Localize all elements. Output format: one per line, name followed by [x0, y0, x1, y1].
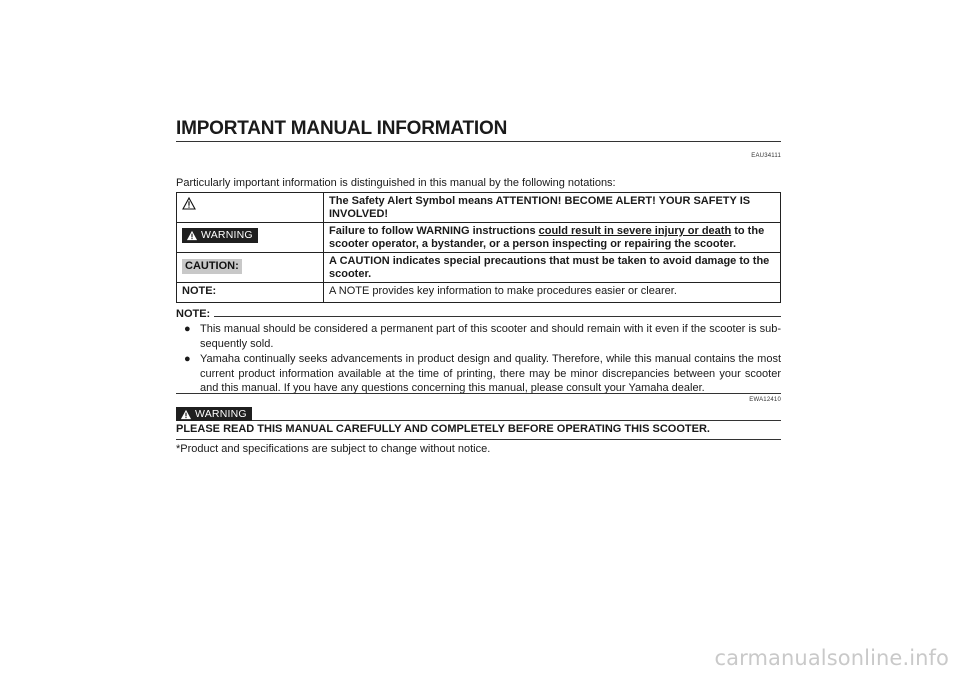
warning-code: EWA12410 — [749, 397, 781, 403]
warning-text-underlined: could result in severe injury or death — [538, 225, 732, 237]
warning-badge — [182, 228, 258, 243]
section-code: EAU34111 — [751, 153, 781, 159]
notation-row-caution — [177, 253, 781, 283]
divider — [176, 393, 781, 394]
notation-text: The Safety Alert Symbol means ATTENTION! BECOME ALERT! YOUR SAFETY IS INVOLVED! — [324, 193, 781, 223]
divider — [252, 420, 781, 421]
warning-text: PLEASE READ THIS MANUAL CAREFULLY AND COMPLETELY BEFORE OPERATING THIS SCOOTER. — [176, 423, 710, 435]
list-item — [176, 352, 781, 396]
list-item — [176, 322, 781, 351]
divider — [176, 439, 781, 440]
page-title: IMPORTANT MANUAL INFORMATION — [176, 118, 781, 142]
note-heading — [176, 308, 781, 321]
warning-text-post: to the scooter operator, a bystander, or a person inspecting or repairing the scooter. — [329, 225, 765, 250]
warning-text-pre: Failure to follow WARNING instructions — [329, 225, 539, 237]
footnote: *Product and specifications are subject to change without notice. — [176, 443, 491, 455]
note-heading-label: NOTE: — [176, 308, 211, 320]
warning-badge-label: WARNING — [195, 408, 247, 420]
bullet-icon: ● — [184, 323, 191, 335]
notation-text — [324, 223, 781, 253]
warning-badge-label: WARNING — [201, 229, 253, 241]
list-item-text: Yamaha continually seeks advancements in product design and quality. Therefore, while this manual contains the most current product information available at the time of printing, there may be minor discrepancies between your scooter and this manual. If you have any questions concerning this manual, please consult your Yamaha dealer. — [200, 353, 781, 395]
safety-alert-triangle-icon — [182, 197, 196, 214]
notations-table — [176, 192, 781, 303]
notation-label-cell — [177, 253, 324, 283]
notation-label-cell — [177, 283, 324, 303]
safety-alert-triangle-icon — [180, 409, 192, 420]
divider — [214, 316, 781, 317]
notation-row-safety-alert — [177, 193, 781, 223]
manual-page — [176, 0, 781, 678]
list-item-text: This manual should be considered a permanent part of this scooter and should remain with it even if the scooter is sub-sequently sold. — [200, 323, 781, 350]
bullet-icon: ● — [184, 353, 191, 366]
note-label: NOTE: — [182, 285, 217, 297]
warning-badge — [176, 407, 252, 421]
intro-text: Particularly important information is distinguished in this manual by the following notations: — [176, 177, 616, 189]
notation-row-note — [177, 283, 781, 303]
notation-text: A NOTE provides key information to make procedures easier or clearer. — [324, 283, 781, 303]
notation-row-warning — [177, 223, 781, 253]
notation-text: A CAUTION indicates special precautions that must be taken to avoid damage to the scooter. — [324, 253, 781, 283]
notation-label-cell — [177, 223, 324, 253]
watermark: carmanualsonline.info — [714, 646, 949, 670]
caution-badge: CAUTION: — [182, 259, 242, 274]
warning-heading — [176, 406, 781, 422]
note-list — [176, 322, 781, 397]
notation-label-cell — [177, 193, 324, 223]
safety-alert-triangle-icon — [186, 230, 198, 241]
